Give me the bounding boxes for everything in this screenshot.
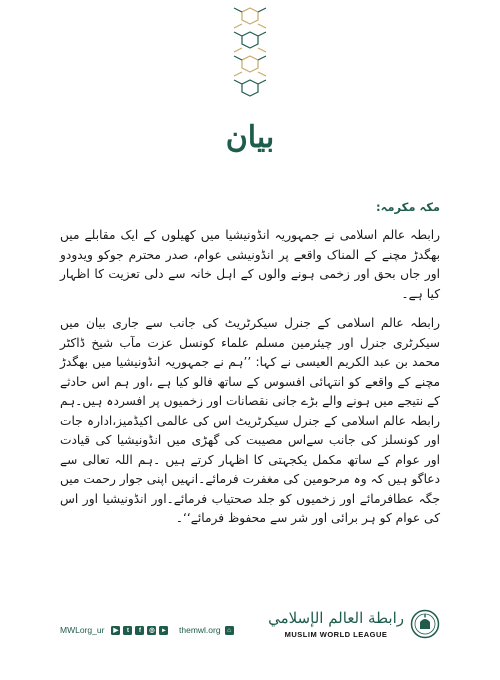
paragraph-condolence: رابطہ عالم اسلامی نے جمہوریہ انڈونیشیا میں کھیلوں کے ایک مقابلے میں بھگدڑ مچنے کے المناک واقعے پر انڈونیشی عوام، صدر محترم جوکو ویدودو اور جاں بحق اور زخمی ہونے والوں کے اہل خانہ سے دلی تعزیت کا اظہار کیا ہے۔ xyxy=(60,228,440,301)
logo-arabic-text: رابطة العالم الإسلامي xyxy=(268,609,404,627)
website-link[interactable] xyxy=(179,625,234,635)
youtube-icon[interactable]: ▶ xyxy=(113,626,119,634)
dateline: مکہ مکرمہ: xyxy=(376,200,440,214)
facebook-icon[interactable]: f xyxy=(135,626,144,635)
social-handle[interactable]: MWLorg_ur xyxy=(60,625,105,635)
paragraph-secretary-general-quote: رابطہ عالم اسلامی کے جنرل سیکرٹریٹ کی جانب سے جاری بیان میں سیکرٹری جنرل اور چیئرمین مسلم علماء کونسل عزت مآب شیخ ڈاکٹر محمد بن عبد الکریم العیسی نے کہا: ’’ہم نے جمہوریہ انڈونیشیا میں بھگدڑ مچنے کے واقعے کو انتہائی افسوس کے ساتھ فالو کیا ہے ،اور ہم اس حادثے کے نتیجے میں ہونے والے بڑے جانی نقصانات اور زخمیوں پر افسردہ ہیں۔ہم رابطہ عالم اسلامی کے جنرل سیکرٹریٹ اس کی عالمی اکیڈمیز،ادارہ جات اور کونسلز کی جانب سےاس مصیبت کی گھڑی میں انڈونیشیا کی قیادت اور عوام کے ساتھ مکمل یکجہتی کا اظہار کرتے ہیں ۔ہم اللہ تعالی سے دعاگو ہیں کہ وہ مرحومین کی مغفرت فرمائے۔انہیں اپنی جوار رحمت میں جگہ عطافرمائے اور زخمیوں کو جلد صحتیاب فرمائے۔اور انڈونیشیا اور اس کی عوام کو ہر برائی اور شر سے محفوظ فرمائے‘‘۔ xyxy=(60,316,440,525)
globe-icon: ⌂ xyxy=(225,626,234,635)
page-title: بیان xyxy=(225,120,275,155)
twitter-icon[interactable]: t xyxy=(123,626,132,635)
logo-text xyxy=(268,608,404,639)
website-text[interactable]: themwl.org xyxy=(179,625,221,635)
instagram-icon[interactable]: ◎ xyxy=(149,626,155,634)
social-links xyxy=(60,625,168,635)
logo-english-text: MUSLIM WORLD LEAGUE xyxy=(284,630,388,639)
mwl-emblem-icon xyxy=(410,609,440,639)
statement-body xyxy=(60,200,440,539)
decorative-ornament xyxy=(224,2,276,102)
video-icon[interactable]: ▸ xyxy=(159,626,168,635)
mwl-logo xyxy=(268,608,440,639)
footer xyxy=(60,610,440,660)
